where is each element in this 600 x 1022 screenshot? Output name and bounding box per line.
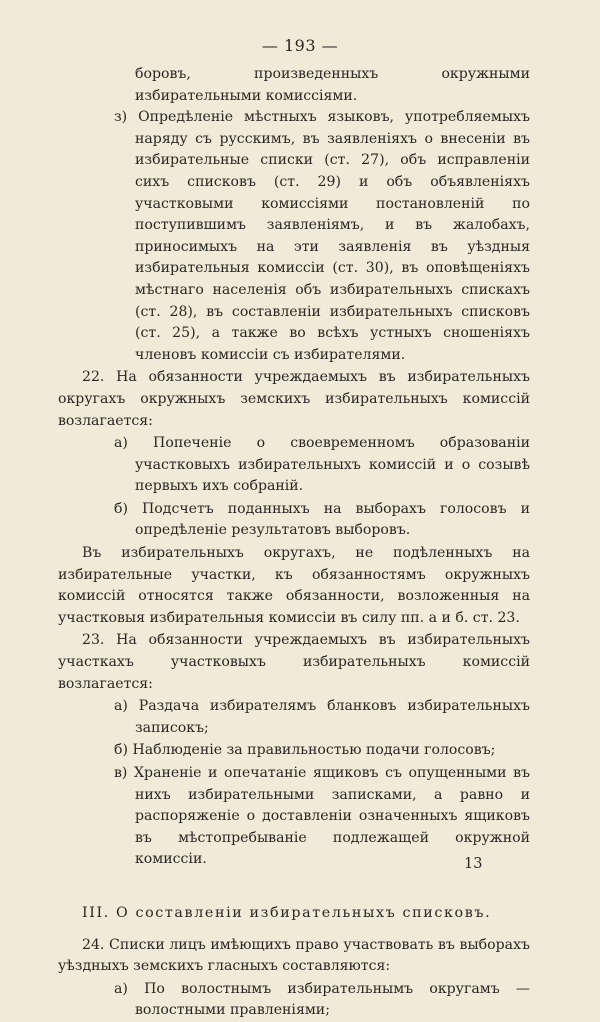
text-line: боровъ, произведенныхъ окружными избирательными комиссіями. xyxy=(135,66,530,104)
article-24: 24. Списки лицъ имѣющихъ право участвовать въ выборахъ уѣздныхъ земскихъ гласныхъ составляются: xyxy=(58,936,530,975)
list-item: а) По волостнымъ избирательнымъ округамъ — волостными правленіями; xyxy=(114,980,530,1019)
list-item: б) Наблюденіе за правильностью подачи голосовъ; xyxy=(114,742,496,759)
article-22: 22. На обязанности учреждаемыхъ въ избирательныхъ округахъ окружныхъ земскихъ избирательныхъ комиссій возлагается: xyxy=(58,369,530,429)
list-item: а) Попеченіе о своевременномъ образованіи участковыхъ избирательныхъ комиссій и о созывѣ первыхъ ихъ собраній. xyxy=(114,435,530,495)
list-item: б) Подсчетъ поданныхъ на выборахъ голосовъ и опредѣленіе результатовъ выборовъ. xyxy=(114,500,530,539)
section-heading: III. О составленіи избирательныхъ списковъ. xyxy=(82,904,492,921)
list-item: в) Храненіе и опечатаніе ящиковъ съ опущенными въ нихъ избирательными записками, а равно и распоряженіе о доставленіи означенныхъ ящиковъ въ мѣстопребываніе подлежащей окружной комиссіи. xyxy=(114,765,530,868)
list-item: а) Раздача избирателямъ бланковъ избирательныхъ записокъ; xyxy=(114,698,530,736)
list-item: з) Опредѣленіе мѣстныхъ языковъ, употребляемыхъ наряду съ русскимъ, въ заявленіяхъ о внесеніи въ избирательные списки (ст. 27), объ исправленіи сихъ списковъ (ст. 29) и объ объявленіяхъ участковыми комиссіями постановленій по поступившимъ заявленіямъ, и въ жалобахъ, приносимыхъ на эти заявленія въ уѣздныя избирательныя комиссіи (ст. 30), въ оповѣщеніяхъ мѣстнаго населенія объ избирательныхъ спискахъ (ст. 28), въ составленіи избирательныхъ списковъ (ст. 25), а также во всѣхъ устныхъ сношеніяхъ членовъ комиссіи съ избирателями. xyxy=(114,109,530,363)
page-body xyxy=(58,64,530,1022)
article-23: 23. На обязанности учреждаемыхъ въ избирательныхъ участкахъ участковыхъ избирательныхъ комиссій возлагается: xyxy=(58,632,530,692)
paragraph: Въ избирательныхъ округахъ, не подѣленныхъ на избирательные участки, къ обязанностямъ окружныхъ комиссій относятся также обязанности, возложенныя на участковыя избирательныя комиссіи въ силу пп. а и б. ст. 23. xyxy=(58,545,530,626)
page-number: — 193 — xyxy=(261,36,339,55)
signature-mark: 13 xyxy=(464,856,483,872)
